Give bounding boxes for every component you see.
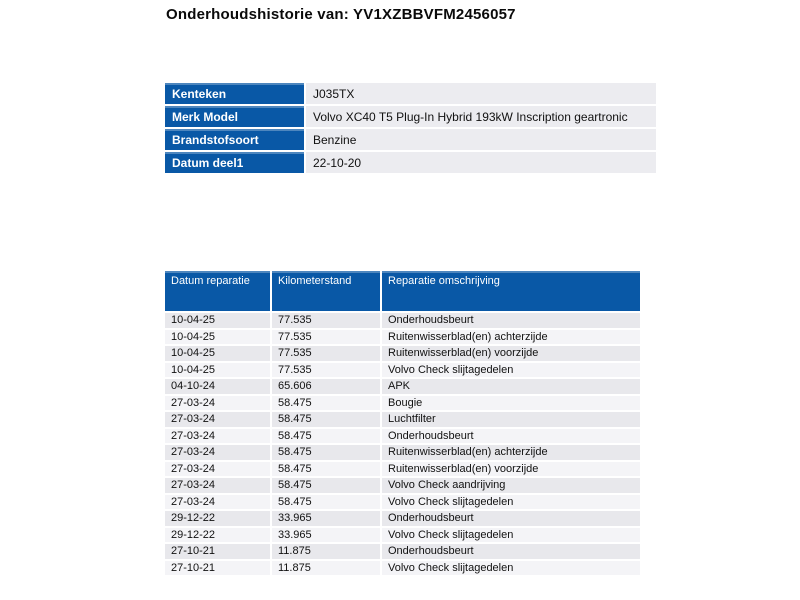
cell-kilometerstand: 77.535 [272, 363, 380, 378]
cell-datum-reparatie: 27-03-24 [165, 495, 270, 510]
cell-kilometerstand: 77.535 [272, 313, 380, 328]
table-row [165, 346, 640, 361]
repair-history-table [163, 269, 642, 577]
cell-kilometerstand: 11.875 [272, 561, 380, 576]
cell-reparatie-omschrijving: Bougie [382, 396, 640, 411]
cell-datum-reparatie: 10-04-25 [165, 346, 270, 361]
cell-reparatie-omschrijving: Volvo Check slijtagedelen [382, 363, 640, 378]
info-value: Volvo XC40 T5 Plug-In Hybrid 193kW Inscription geartronic [306, 106, 656, 127]
cell-reparatie-omschrijving: Onderhoudsbeurt [382, 429, 640, 444]
cell-datum-reparatie: 27-10-21 [165, 561, 270, 576]
cell-reparatie-omschrijving: Ruitenwisserblad(en) achterzijde [382, 445, 640, 460]
table-row [165, 495, 640, 510]
info-label: Datum deel1 [165, 152, 304, 173]
table-row [165, 313, 640, 328]
cell-reparatie-omschrijving: Luchtfilter [382, 412, 640, 427]
column-header-datum-reparatie: Datum reparatie [165, 271, 270, 311]
cell-datum-reparatie: 27-03-24 [165, 445, 270, 460]
cell-kilometerstand: 58.475 [272, 495, 380, 510]
cell-datum-reparatie: 27-03-24 [165, 412, 270, 427]
info-row [165, 129, 656, 150]
cell-kilometerstand: 58.475 [272, 429, 380, 444]
info-row [165, 106, 656, 127]
repair-table-header-row [165, 271, 640, 311]
cell-reparatie-omschrijving: Ruitenwisserblad(en) voorzijde [382, 346, 640, 361]
cell-reparatie-omschrijving: APK [382, 379, 640, 394]
cell-kilometerstand: 77.535 [272, 330, 380, 345]
info-label: Kenteken [165, 83, 304, 104]
cell-datum-reparatie: 10-04-25 [165, 313, 270, 328]
info-row [165, 152, 656, 173]
table-row [165, 379, 640, 394]
cell-datum-reparatie: 10-04-25 [165, 363, 270, 378]
cell-kilometerstand: 77.535 [272, 346, 380, 361]
cell-datum-reparatie: 27-03-24 [165, 396, 270, 411]
table-row [165, 544, 640, 559]
cell-datum-reparatie: 04-10-24 [165, 379, 270, 394]
info-label: Merk Model [165, 106, 304, 127]
cell-reparatie-omschrijving: Volvo Check aandrijving [382, 478, 640, 493]
table-row [165, 528, 640, 543]
cell-kilometerstand: 58.475 [272, 412, 380, 427]
cell-kilometerstand: 33.965 [272, 511, 380, 526]
cell-datum-reparatie: 10-04-25 [165, 330, 270, 345]
cell-kilometerstand: 58.475 [272, 478, 380, 493]
cell-kilometerstand: 65.606 [272, 379, 380, 394]
cell-datum-reparatie: 27-03-24 [165, 429, 270, 444]
cell-datum-reparatie: 29-12-22 [165, 528, 270, 543]
cell-kilometerstand: 11.875 [272, 544, 380, 559]
cell-reparatie-omschrijving: Ruitenwisserblad(en) achterzijde [382, 330, 640, 345]
cell-datum-reparatie: 27-03-24 [165, 478, 270, 493]
info-value: 22-10-20 [306, 152, 656, 173]
table-row [165, 462, 640, 477]
table-row [165, 412, 640, 427]
cell-datum-reparatie: 27-10-21 [165, 544, 270, 559]
cell-reparatie-omschrijving: Onderhoudsbeurt [382, 544, 640, 559]
info-row [165, 83, 656, 104]
cell-reparatie-omschrijving: Onderhoudsbeurt [382, 511, 640, 526]
table-row [165, 561, 640, 576]
table-row [165, 363, 640, 378]
cell-kilometerstand: 58.475 [272, 445, 380, 460]
column-header-reparatie-omschrijving: Reparatie omschrijving [382, 271, 640, 311]
cell-reparatie-omschrijving: Onderhoudsbeurt [382, 313, 640, 328]
cell-datum-reparatie: 29-12-22 [165, 511, 270, 526]
table-row [165, 511, 640, 526]
cell-reparatie-omschrijving: Ruitenwisserblad(en) voorzijde [382, 462, 640, 477]
page-title: Onderhoudshistorie van: YV1XZBBVFM2456057 [166, 6, 516, 23]
table-row [165, 330, 640, 345]
cell-kilometerstand: 33.965 [272, 528, 380, 543]
info-label: Brandstofsoort [165, 129, 304, 150]
table-row [165, 429, 640, 444]
cell-reparatie-omschrijving: Volvo Check slijtagedelen [382, 495, 640, 510]
column-header-kilometerstand: Kilometerstand [272, 271, 380, 311]
cell-reparatie-omschrijving: Volvo Check slijtagedelen [382, 561, 640, 576]
table-row [165, 396, 640, 411]
cell-datum-reparatie: 27-03-24 [165, 462, 270, 477]
table-row [165, 478, 640, 493]
cell-kilometerstand: 58.475 [272, 396, 380, 411]
table-row [165, 445, 640, 460]
info-value: J035TX [306, 83, 656, 104]
cell-reparatie-omschrijving: Volvo Check slijtagedelen [382, 528, 640, 543]
vehicle-info-table [163, 81, 658, 175]
cell-kilometerstand: 58.475 [272, 462, 380, 477]
info-value: Benzine [306, 129, 656, 150]
